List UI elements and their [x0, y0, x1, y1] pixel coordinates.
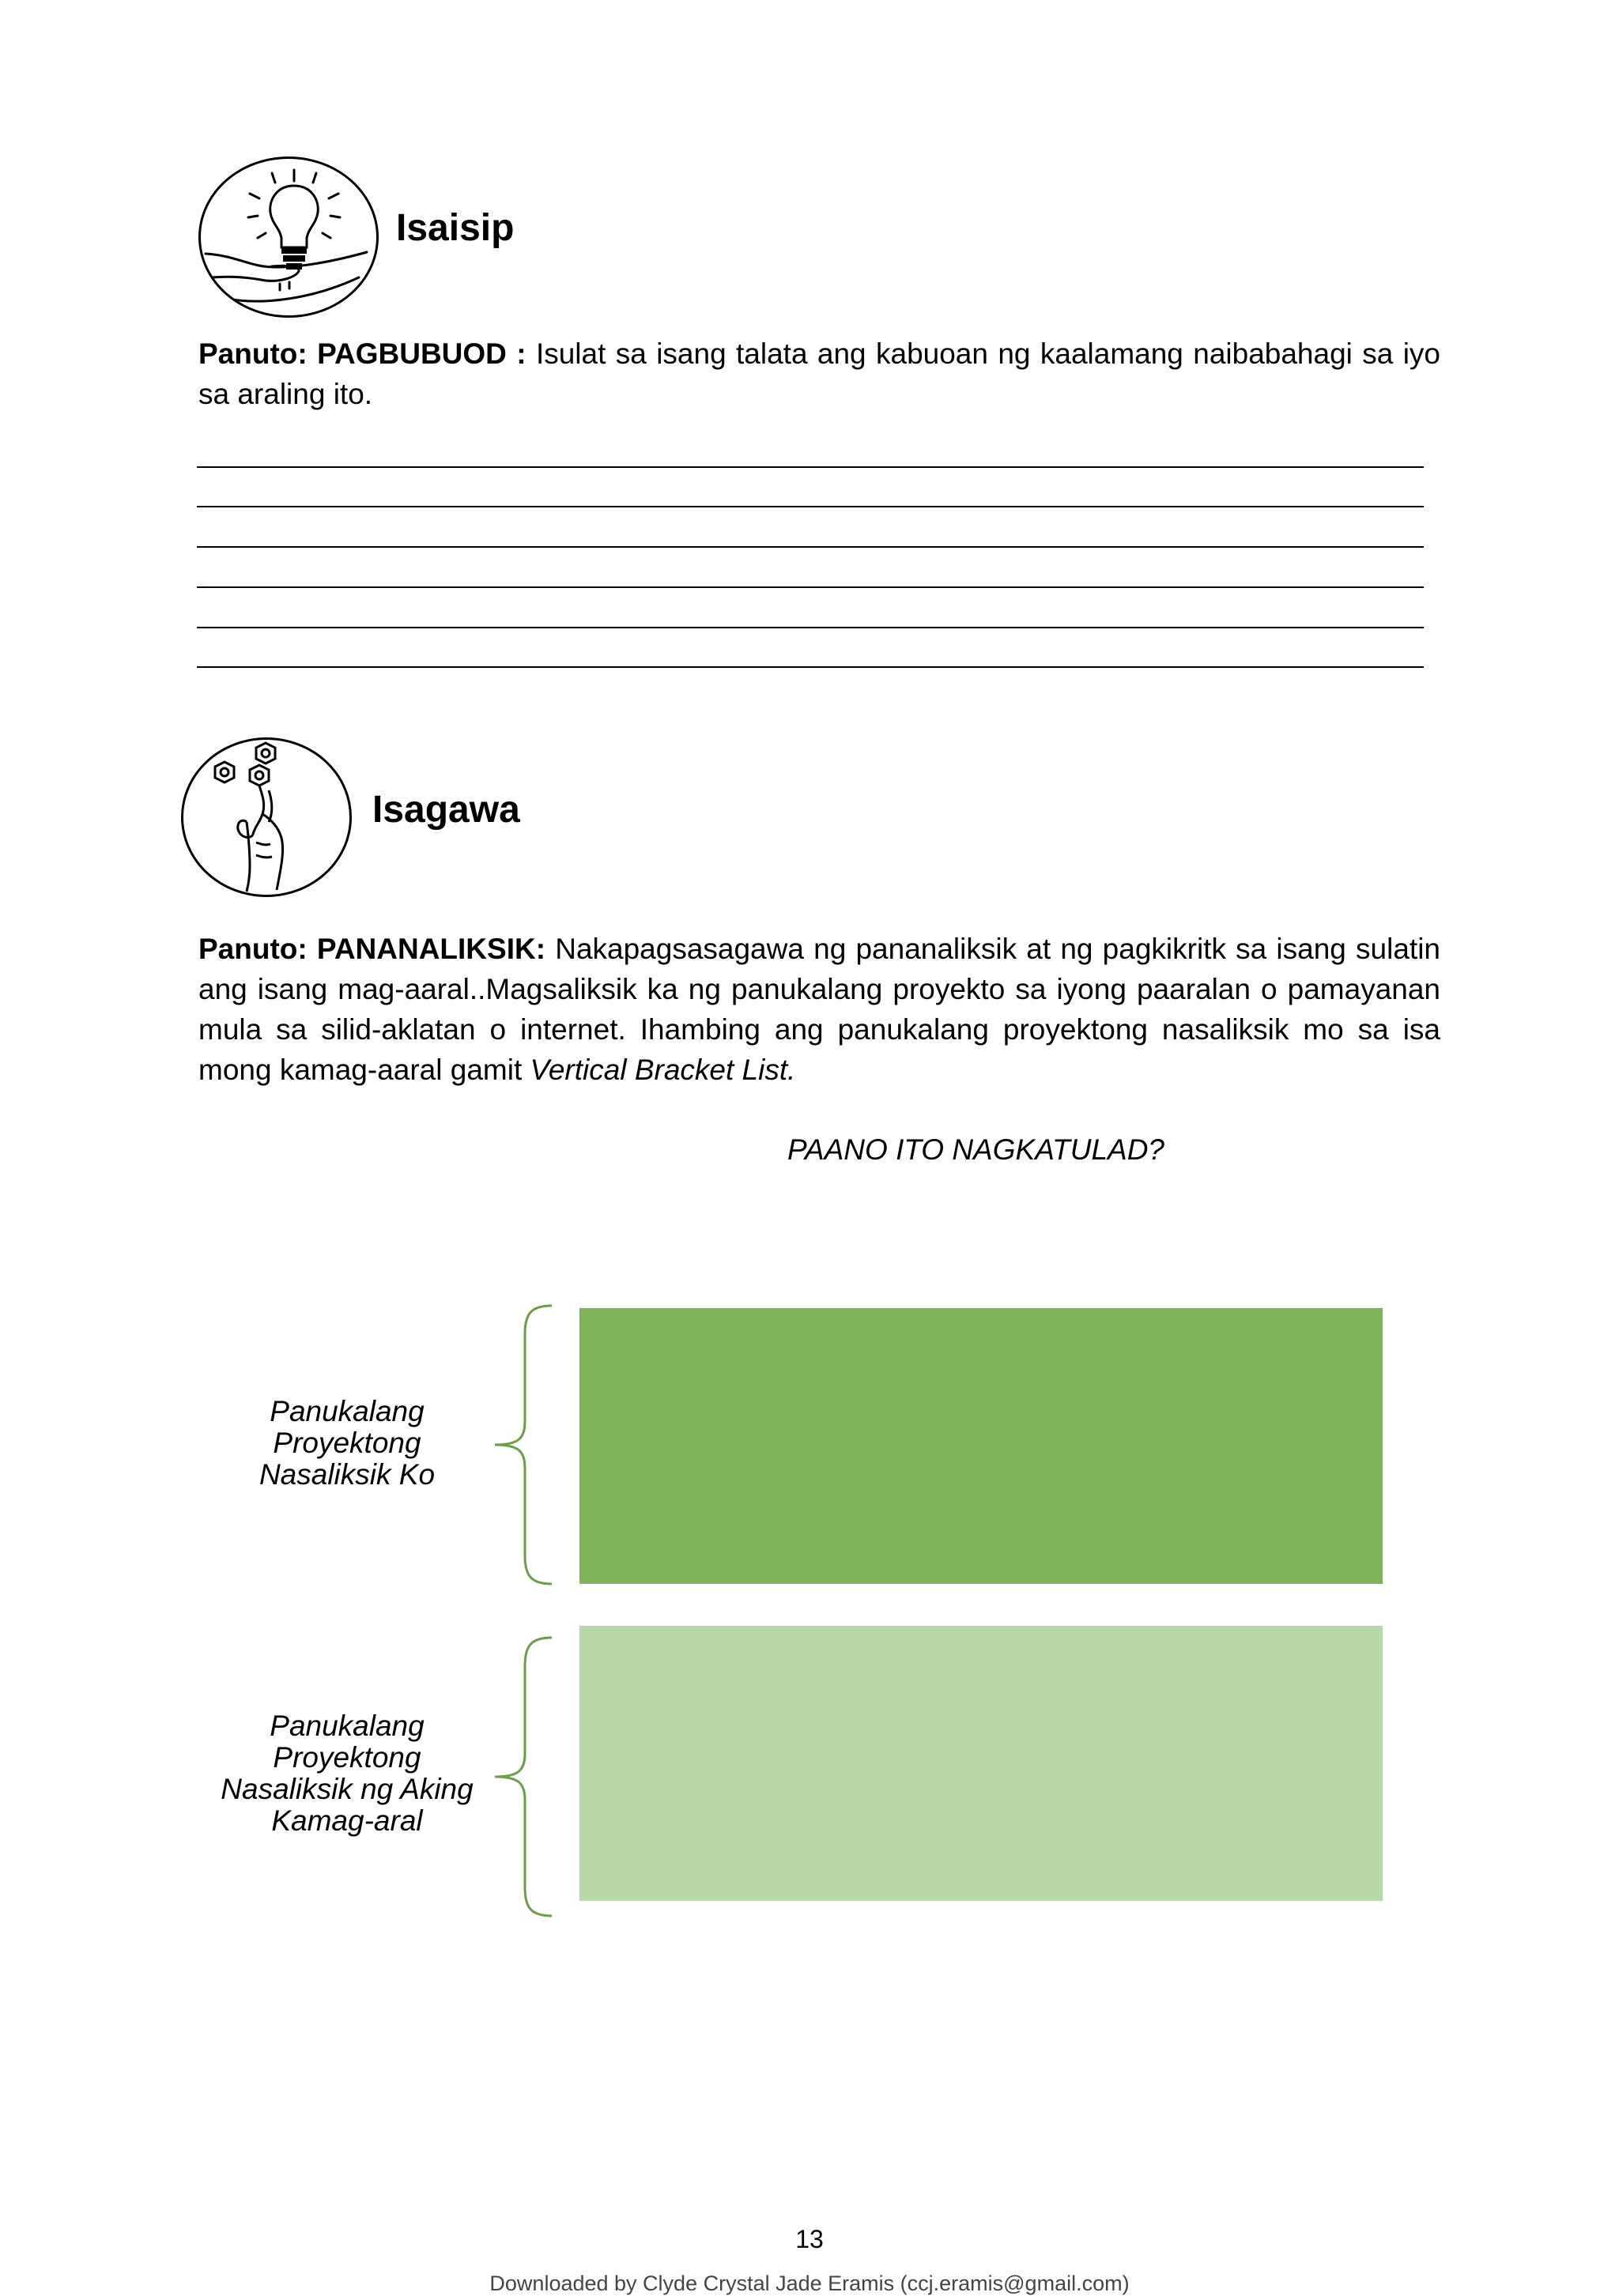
gears-hand-icon — [181, 737, 352, 897]
comparison-box-2[interactable] — [579, 1626, 1383, 1901]
answer-line[interactable] — [197, 666, 1424, 668]
isagawa-instruction-label: Panuto: PANANALIKSIK: — [198, 933, 546, 965]
isagawa-title: Isagawa — [372, 789, 520, 831]
isaisip-instruction-text: Isulat sa isang talata ang kabuoan ng kaalamang naibabahagi sa iyo sa araling ito. — [198, 337, 1440, 410]
isagawa-instruction-text: Nakapagsasagawa ng pananaliksik at ng pagkikritk sa isang sulatin ang isang mag-aaral..Magsaliksik ka ng panukalang proyekto sa iyong paaralan o pamayanan mula sa silid-aklatan o internet. Ihambing ang panukalang proyektong nasaliksik mo sa isa mong kamag-aaral gamit — [198, 933, 1440, 1086]
isaisip-title: Isaisip — [396, 207, 515, 249]
bracket-list-question: PAANO ITO NAGKATULAD? — [787, 1133, 1165, 1166]
bracket-label-1: Panukalang Proyektong Nasaliksik Ko — [259, 1395, 436, 1491]
comparison-box-1[interactable] — [579, 1308, 1383, 1584]
isagawa-instruction — [198, 929, 1440, 1090]
isaisip-instruction — [198, 334, 1440, 414]
curly-bracket-1 — [490, 1303, 553, 1587]
curly-bracket-2 — [490, 1634, 553, 1919]
isagawa-instruction-italic: Vertical Bracket List. — [530, 1054, 796, 1086]
answer-line[interactable] — [197, 586, 1424, 588]
download-footer: Downloaded by Clyde Crystal Jade Eramis (ccj.eramis@gmail.com) — [489, 2271, 1130, 2295]
bracket-label-2: Panukalang Proyektong Nasaliksik ng Aking Kamag-aral — [221, 1710, 474, 1837]
answer-line[interactable] — [197, 627, 1424, 628]
lightbulb-hand-icon — [198, 156, 379, 318]
answer-line[interactable] — [197, 466, 1424, 468]
page-number: 13 — [795, 2225, 824, 2253]
answer-line[interactable] — [197, 506, 1424, 507]
isaisip-instruction-label: Panuto: PAGBUBUOD : — [198, 337, 526, 370]
answer-line[interactable] — [197, 546, 1424, 548]
